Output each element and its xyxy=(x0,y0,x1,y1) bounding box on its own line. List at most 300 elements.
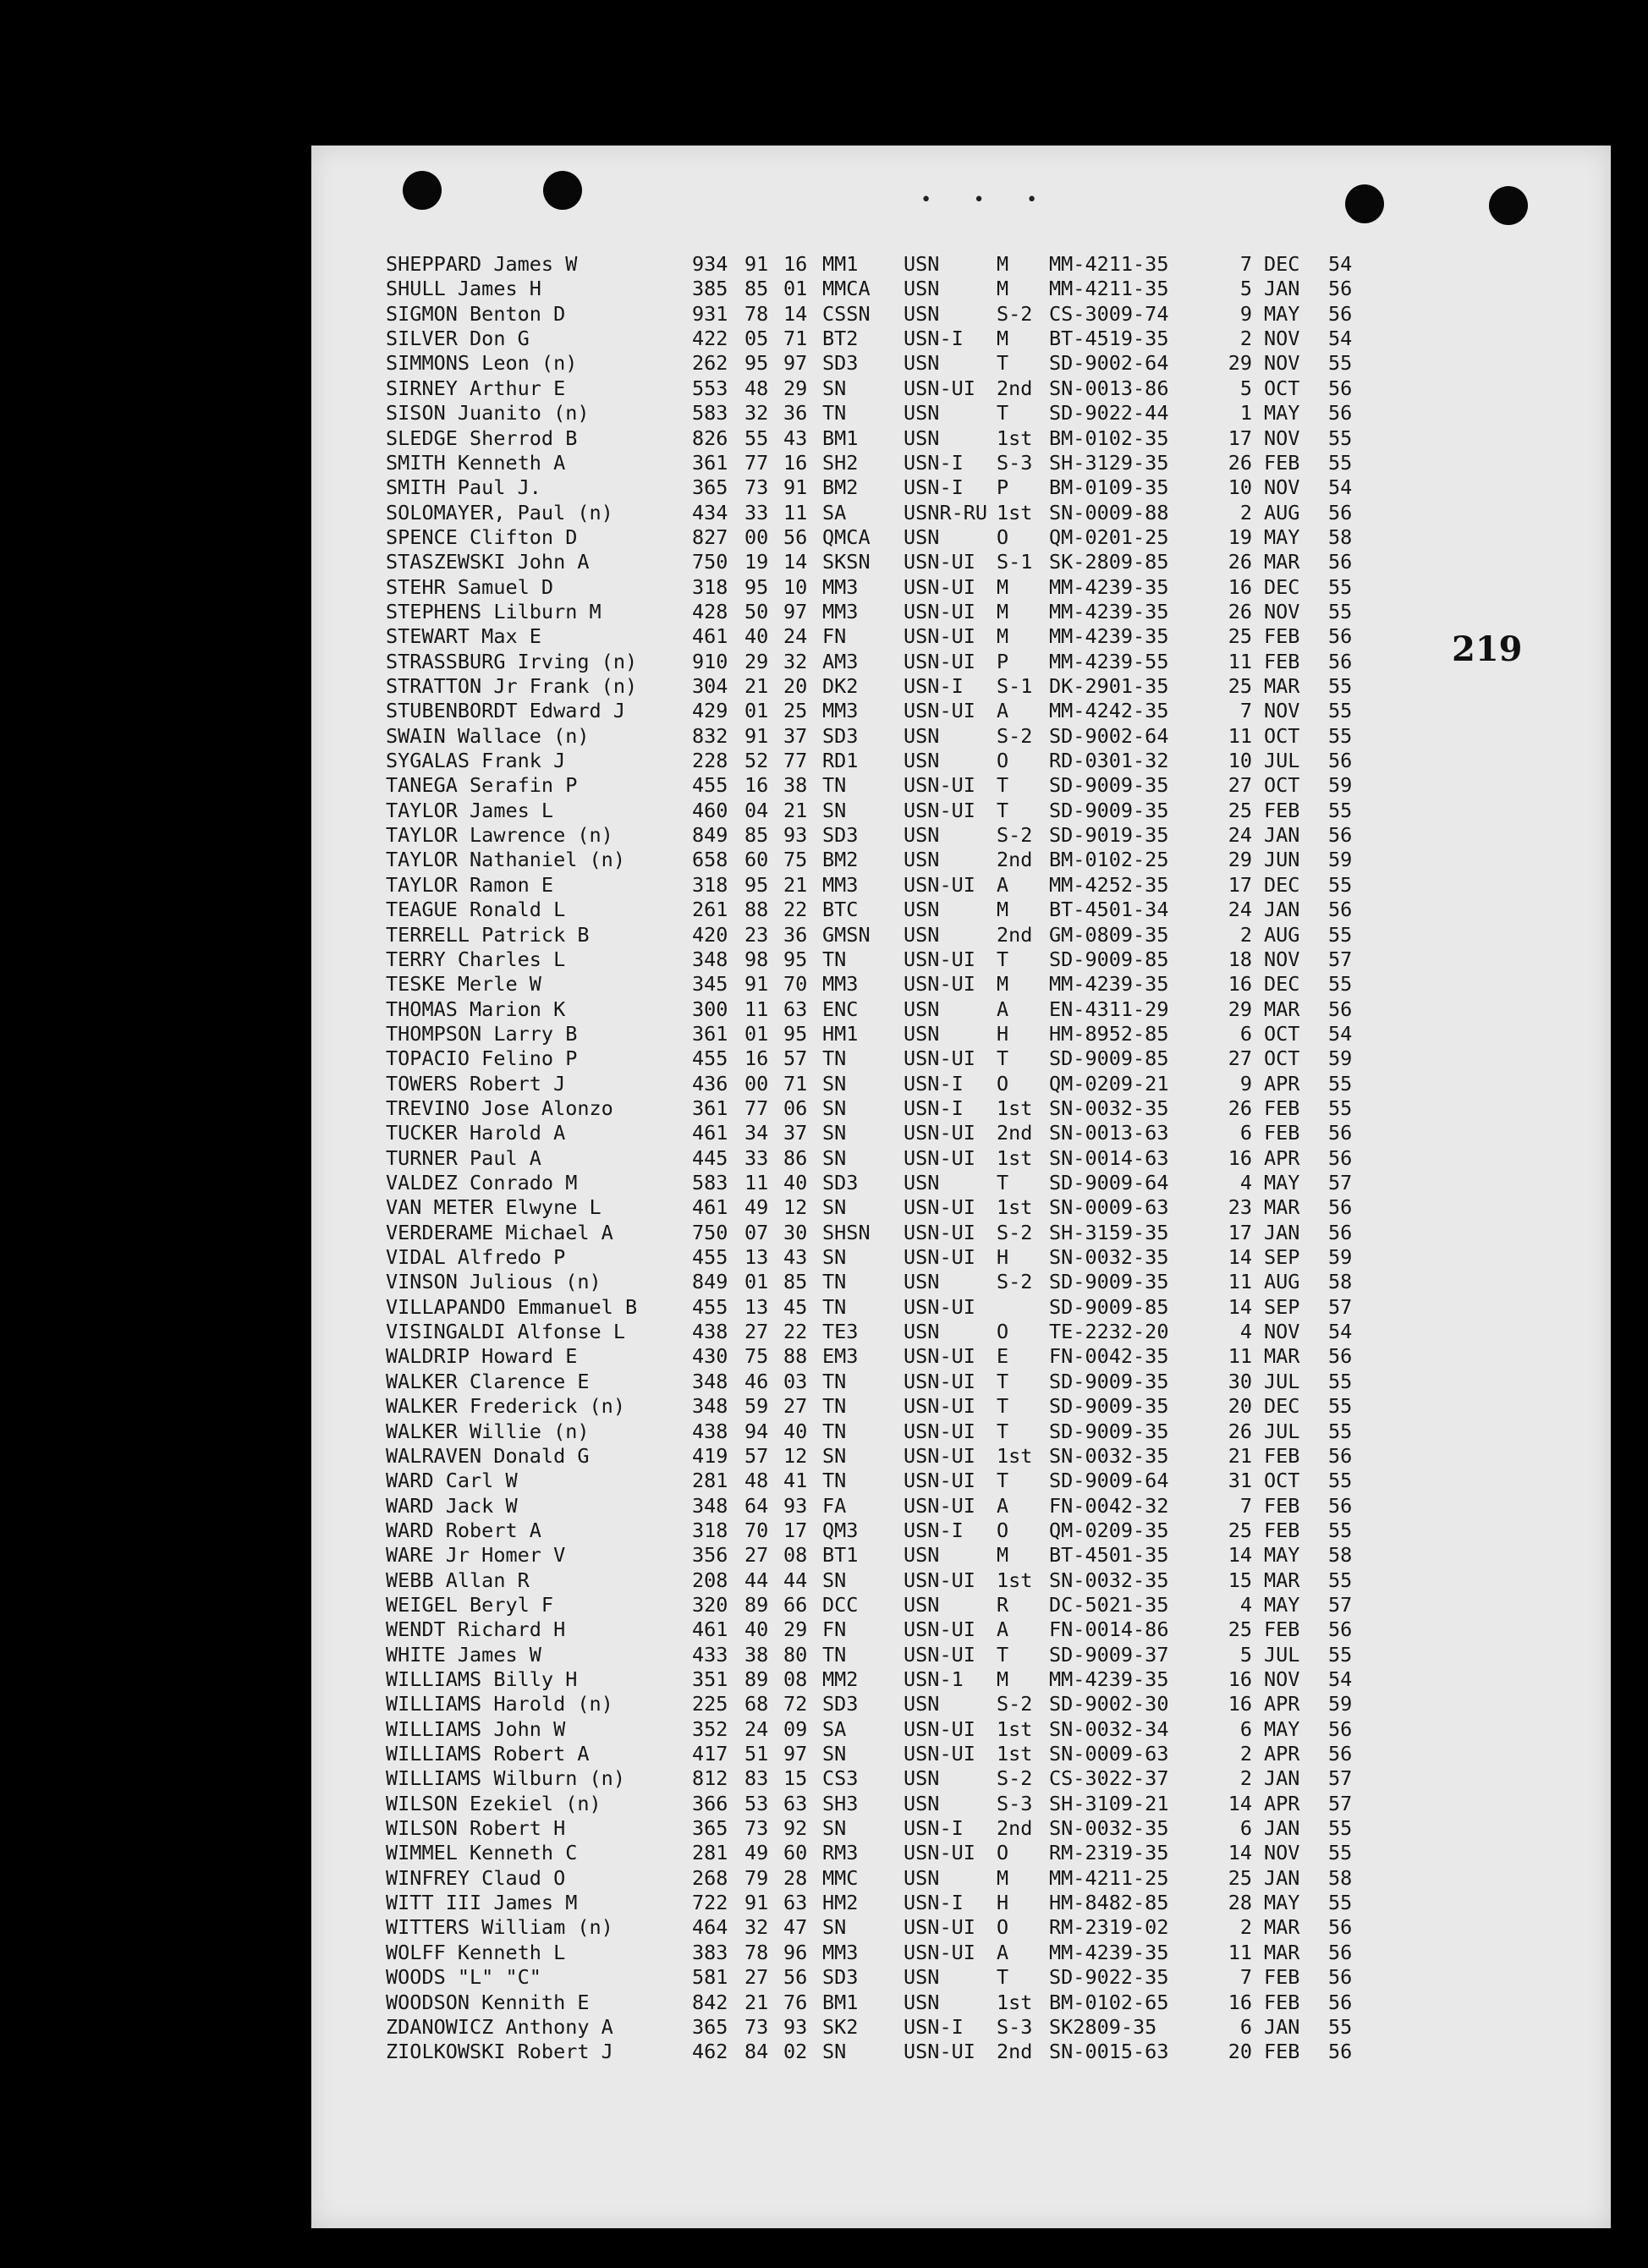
rate: FA xyxy=(822,1493,847,1518)
component: USN-UI xyxy=(904,1443,975,1468)
service-number-part-1: 455 xyxy=(692,1046,728,1071)
component: USN-UI xyxy=(904,649,975,673)
service-number-part-1: 320 xyxy=(692,1592,728,1617)
service-number-part-2: 50 xyxy=(744,599,769,623)
service-number-part-3: 75 xyxy=(783,848,808,872)
component: USN-I xyxy=(904,327,964,351)
component: USN xyxy=(904,1543,940,1568)
rate: SN xyxy=(822,1915,847,1940)
service-number-part-1: 318 xyxy=(692,574,728,599)
sailor-name: WOODSON Kennith E xyxy=(386,1990,590,2014)
rate: MM1 xyxy=(822,252,859,276)
code: 2nd xyxy=(997,1121,1033,1145)
date-month: JUL xyxy=(1264,1419,1300,1443)
nec-code: SN-0009-63 xyxy=(1049,1195,1169,1220)
service-number-part-1: 461 xyxy=(692,1195,728,1220)
sailor-name: TOWERS Robert J xyxy=(386,1071,566,1096)
service-number-part-2: 27 xyxy=(744,1320,769,1343)
date-month: JAN xyxy=(1264,277,1300,301)
date-year: 56 xyxy=(1328,1617,1353,1642)
code: A xyxy=(997,1617,1009,1642)
code: S-3 xyxy=(997,2014,1033,2039)
date-year: 54 xyxy=(1328,1667,1353,1691)
date-month: JUL xyxy=(1264,1642,1300,1667)
component: USN-UI xyxy=(904,1394,975,1419)
sailor-name: TREVINO Jose Alonzo xyxy=(386,1096,613,1120)
code: 1st xyxy=(997,1443,1033,1468)
nec-code: SN-0032-34 xyxy=(1049,1716,1169,1741)
nec-code: SD-9009-37 xyxy=(1049,1642,1169,1667)
service-number-part-2: 11 xyxy=(744,997,769,1021)
sailor-name: TANEGA Serafin P xyxy=(386,773,578,798)
date-month: MAY xyxy=(1264,1543,1300,1568)
date-year: 56 xyxy=(1328,898,1353,922)
nec-code: FN-0042-35 xyxy=(1049,1344,1169,1369)
nec-code: MM-4252-35 xyxy=(1049,872,1169,897)
punch-hole xyxy=(1345,184,1384,223)
code: 1st xyxy=(997,1742,1033,1766)
date-year: 55 xyxy=(1328,1518,1353,1542)
service-number-part-2: 24 xyxy=(744,1716,769,1741)
service-number-part-2: 57 xyxy=(744,1443,769,1468)
rate: RD1 xyxy=(822,749,859,772)
code: T xyxy=(997,351,1009,376)
sailor-name: WALKER Frederick (n) xyxy=(386,1394,625,1419)
date-month: FEB xyxy=(1264,1965,1300,1990)
date-year: 56 xyxy=(1328,277,1353,301)
sailor-name: ZIOLKOWSKI Robert J xyxy=(386,2040,613,2064)
date-month: NOV xyxy=(1264,426,1300,450)
code: M xyxy=(997,972,1009,997)
rate: SD3 xyxy=(822,1692,859,1716)
component: USN-I xyxy=(904,674,964,698)
service-number-part-3: 71 xyxy=(783,1071,808,1096)
component: USN-UI xyxy=(904,1617,975,1642)
nec-code: SD-9019-35 xyxy=(1049,823,1169,848)
service-number-part-1: 438 xyxy=(692,1419,728,1443)
date-year: 55 xyxy=(1328,426,1353,450)
sailor-name: WARE Jr Homer V xyxy=(386,1543,566,1568)
code: T xyxy=(997,1419,1009,1443)
date-month: JAN xyxy=(1264,823,1300,848)
code: M xyxy=(997,252,1009,276)
rate: MM3 xyxy=(822,872,859,897)
date-month: FEB xyxy=(1264,1443,1300,1468)
code: R xyxy=(997,1592,1009,1617)
date-month: AUG xyxy=(1264,1270,1300,1294)
code: T xyxy=(997,1394,1009,1419)
date-year: 54 xyxy=(1328,327,1353,351)
service-number-part-2: 84 xyxy=(744,2040,769,2064)
service-number-part-2: 91 xyxy=(744,1891,769,1915)
service-number-part-2: 85 xyxy=(744,823,769,848)
page-number: 219 xyxy=(1452,629,1523,669)
date-day: 10 xyxy=(1228,475,1252,500)
date-year: 56 xyxy=(1328,301,1353,326)
service-number-part-3: 43 xyxy=(783,426,808,450)
date-day: 18 xyxy=(1228,947,1252,971)
code: T xyxy=(997,773,1009,798)
sailor-name: WINFREY Claud O xyxy=(386,1865,566,1890)
component: USN xyxy=(904,848,940,872)
nec-code: SN-0013-86 xyxy=(1049,376,1169,400)
date-month: NOV xyxy=(1264,475,1300,500)
service-number-part-1: 356 xyxy=(692,1543,728,1568)
nec-code: MM-4211-35 xyxy=(1049,252,1169,276)
nec-code: RM-2319-02 xyxy=(1049,1915,1169,1940)
nec-code: SN-0009-88 xyxy=(1049,500,1169,524)
date-month: DEC xyxy=(1264,252,1300,276)
service-number-part-2: 78 xyxy=(744,1940,769,1964)
service-number-part-2: 70 xyxy=(744,1518,769,1542)
service-number-part-3: 03 xyxy=(783,1369,808,1393)
date-year: 56 xyxy=(1328,1742,1353,1766)
component: USN xyxy=(904,1021,940,1046)
rate: SA xyxy=(822,500,847,524)
code: T xyxy=(997,1642,1009,1667)
service-number-part-1: 225 xyxy=(692,1692,728,1716)
service-number-part-2: 11 xyxy=(744,1171,769,1194)
nec-code: SD-9009-85 xyxy=(1049,947,1169,971)
date-month: FEB xyxy=(1264,450,1300,475)
date-day: 30 xyxy=(1228,1369,1252,1393)
nec-code: EN-4311-29 xyxy=(1049,997,1169,1021)
date-month: JAN xyxy=(1264,2014,1300,2039)
service-number-part-2: 49 xyxy=(744,1841,769,1865)
service-number-part-1: 348 xyxy=(692,1493,728,1518)
nec-code: SD-9009-35 xyxy=(1049,773,1169,798)
service-number-part-3: 72 xyxy=(783,1692,808,1716)
service-number-part-1: 228 xyxy=(692,749,728,772)
service-number-part-2: 89 xyxy=(744,1667,769,1691)
sailor-name: SMITH Paul J. xyxy=(386,475,541,500)
rate: TN xyxy=(822,1369,847,1393)
date-year: 56 xyxy=(1328,749,1353,772)
date-month: FEB xyxy=(1264,1617,1300,1642)
service-number-part-1: 455 xyxy=(692,773,728,798)
date-day: 26 xyxy=(1228,1096,1252,1120)
date-year: 55 xyxy=(1328,1369,1353,1393)
date-year: 58 xyxy=(1328,1543,1353,1568)
service-number-part-3: 97 xyxy=(783,599,808,623)
component: USN-UI xyxy=(904,798,975,822)
service-number-part-3: 24 xyxy=(783,624,808,649)
service-number-part-3: 93 xyxy=(783,2014,808,2039)
service-number-part-3: 76 xyxy=(783,1990,808,2014)
sailor-name: SIRNEY Arthur E xyxy=(386,376,566,400)
code: T xyxy=(997,947,1009,971)
date-month: FEB xyxy=(1264,1990,1300,2014)
service-number-part-2: 73 xyxy=(744,2014,769,2039)
nec-code: BM-0102-65 xyxy=(1049,1990,1169,2014)
service-number-part-2: 78 xyxy=(744,301,769,326)
code: 1st xyxy=(997,1990,1033,2014)
component: USN-I xyxy=(904,1096,964,1120)
date-month: FEB xyxy=(1264,798,1300,822)
rate: BT2 xyxy=(822,327,859,351)
service-number-part-1: 366 xyxy=(692,1791,728,1815)
date-day: 28 xyxy=(1228,1891,1252,1915)
service-number-part-3: 88 xyxy=(783,1344,808,1369)
date-year: 55 xyxy=(1328,1096,1353,1120)
service-number-part-1: 348 xyxy=(692,1394,728,1419)
rate: TN xyxy=(822,1469,847,1493)
service-number-part-1: 419 xyxy=(692,1443,728,1468)
date-month: FEB xyxy=(1264,624,1300,649)
service-number-part-2: 95 xyxy=(744,351,769,376)
date-day: 27 xyxy=(1228,773,1252,798)
service-number-part-3: 21 xyxy=(783,872,808,897)
sailor-name: SHEPPARD James W xyxy=(386,252,578,276)
date-month: OCT xyxy=(1264,1469,1300,1493)
code: O xyxy=(997,1071,1009,1096)
component: USN-UI xyxy=(904,624,975,649)
date-day: 2 xyxy=(1239,327,1252,351)
component: USN xyxy=(904,351,940,376)
nec-code: SN-0013-63 xyxy=(1049,1121,1169,1145)
sailor-name: STASZEWSKI John A xyxy=(386,550,590,574)
nec-code: BM-0109-35 xyxy=(1049,475,1169,500)
date-year: 55 xyxy=(1328,2014,1353,2039)
date-month: FEB xyxy=(1264,1121,1300,1145)
rate: TN xyxy=(822,1294,847,1319)
code: A xyxy=(997,872,1009,897)
date-month: JUL xyxy=(1264,1369,1300,1393)
date-day: 16 xyxy=(1228,1990,1252,2014)
component: USN xyxy=(904,1171,940,1194)
code: S-2 xyxy=(997,301,1033,326)
sailor-name: WARD Robert A xyxy=(386,1518,541,1542)
rate: GMSN xyxy=(822,922,871,947)
code: O xyxy=(997,1915,1009,1940)
rate: QM3 xyxy=(822,1518,859,1542)
service-number-part-3: 40 xyxy=(783,1419,808,1443)
sailor-name: STUBENBORDT Edward J xyxy=(386,699,625,723)
service-number-part-2: 01 xyxy=(744,1021,769,1046)
service-number-part-1: 910 xyxy=(692,649,728,673)
service-number-part-1: 348 xyxy=(692,1369,728,1393)
rate: BM2 xyxy=(822,475,859,500)
component: USN-UI xyxy=(904,550,975,574)
date-day: 17 xyxy=(1228,426,1252,450)
service-number-part-2: 34 xyxy=(744,1121,769,1145)
date-day: 16 xyxy=(1228,574,1252,599)
nec-code: BM-0102-35 xyxy=(1049,426,1169,450)
date-year: 56 xyxy=(1328,649,1353,673)
sailor-name: WEBB Allan R xyxy=(386,1568,530,1592)
date-day: 14 xyxy=(1228,1245,1252,1269)
component: USN-UI xyxy=(904,2040,975,2064)
component: USN xyxy=(904,997,940,1021)
rate: MM3 xyxy=(822,574,859,599)
nec-code: MM-4239-35 xyxy=(1049,1667,1169,1691)
nec-code: RM-2319-35 xyxy=(1049,1841,1169,1865)
rate: SH3 xyxy=(822,1791,859,1815)
nec-code: SN-0032-35 xyxy=(1049,1245,1169,1269)
service-number-part-3: 92 xyxy=(783,1816,808,1841)
service-number-part-1: 436 xyxy=(692,1071,728,1096)
component: USN xyxy=(904,301,940,326)
date-day: 1 xyxy=(1239,401,1252,426)
date-year: 57 xyxy=(1328,1766,1353,1791)
code: 1st xyxy=(997,1716,1033,1741)
service-number-part-2: 51 xyxy=(744,1742,769,1766)
nec-code: SN-0009-63 xyxy=(1049,1742,1169,1766)
date-month: NOV xyxy=(1264,947,1300,971)
date-month: NOV xyxy=(1264,599,1300,623)
date-year: 56 xyxy=(1328,1344,1353,1369)
service-number-part-1: 345 xyxy=(692,972,728,997)
date-year: 56 xyxy=(1328,2040,1353,2064)
date-year: 59 xyxy=(1328,773,1353,798)
service-number-part-3: 36 xyxy=(783,922,808,947)
sailor-name: TERRY Charles L xyxy=(386,947,566,971)
component: USN-I xyxy=(904,475,964,500)
service-number-part-2: 19 xyxy=(744,550,769,574)
date-year: 55 xyxy=(1328,674,1353,698)
code: M xyxy=(997,574,1009,599)
sailor-name: WOODS "L" "C" xyxy=(386,1965,541,1990)
service-number-part-3: 08 xyxy=(783,1667,808,1691)
date-month: MAR xyxy=(1264,1568,1300,1592)
date-year: 56 xyxy=(1328,1990,1353,2014)
header-marks: • • • xyxy=(920,189,1053,211)
code: H xyxy=(997,1021,1009,1046)
rate: EM3 xyxy=(822,1344,859,1369)
service-number-part-2: 40 xyxy=(744,1617,769,1642)
service-number-part-2: 89 xyxy=(744,1592,769,1617)
date-year: 58 xyxy=(1328,524,1353,549)
component: USN xyxy=(904,1791,940,1815)
date-month: FEB xyxy=(1264,649,1300,673)
date-year: 55 xyxy=(1328,351,1353,376)
service-number-part-3: 32 xyxy=(783,649,808,673)
nec-code: MM-4239-55 xyxy=(1049,649,1169,673)
service-number-part-2: 48 xyxy=(744,376,769,400)
service-number-part-2: 91 xyxy=(744,723,769,748)
component: USN-UI xyxy=(904,1046,975,1071)
service-number-part-2: 75 xyxy=(744,1344,769,1369)
code: A xyxy=(997,1940,1009,1964)
date-month: MAR xyxy=(1264,674,1300,698)
sailor-name: TUCKER Harold A xyxy=(386,1121,566,1145)
sailor-name: SPENCE Clifton D xyxy=(386,524,578,549)
nec-code: MM-4239-35 xyxy=(1049,1940,1169,1964)
service-number-part-3: 17 xyxy=(783,1518,808,1542)
code: T xyxy=(997,798,1009,822)
date-day: 4 xyxy=(1239,1592,1252,1617)
date-year: 55 xyxy=(1328,574,1353,599)
date-month: JUL xyxy=(1264,749,1300,772)
date-day: 15 xyxy=(1228,1568,1252,1592)
date-day: 4 xyxy=(1239,1171,1252,1194)
service-number-part-1: 385 xyxy=(692,277,728,301)
service-number-part-3: 43 xyxy=(783,1245,808,1269)
rate: HM1 xyxy=(822,1021,859,1046)
service-number-part-1: 445 xyxy=(692,1145,728,1170)
nec-code: SN-0015-63 xyxy=(1049,2040,1169,2064)
date-day: 16 xyxy=(1228,1692,1252,1716)
nec-code: HM-8952-85 xyxy=(1049,1021,1169,1046)
rate: CS3 xyxy=(822,1766,859,1791)
rate: SH2 xyxy=(822,450,859,475)
service-number-part-3: 80 xyxy=(783,1642,808,1667)
nec-code: SN-0032-35 xyxy=(1049,1568,1169,1592)
date-year: 56 xyxy=(1328,550,1353,574)
date-year: 56 xyxy=(1328,1940,1353,1964)
service-number-part-3: 12 xyxy=(783,1443,808,1468)
service-number-part-1: 318 xyxy=(692,872,728,897)
date-day: 24 xyxy=(1228,823,1252,848)
component: USN-UI xyxy=(904,599,975,623)
code: P xyxy=(997,475,1009,500)
component: USN-UI xyxy=(904,1294,975,1319)
rate: MM3 xyxy=(822,1940,859,1964)
sailor-name: VILLAPANDO Emmanuel B xyxy=(386,1294,638,1319)
date-day: 10 xyxy=(1228,749,1252,772)
service-number-part-2: 91 xyxy=(744,972,769,997)
service-number-part-3: 91 xyxy=(783,475,808,500)
date-year: 55 xyxy=(1328,1394,1353,1419)
component: USN-UI xyxy=(904,1195,975,1220)
component: USN-UI xyxy=(904,1841,975,1865)
sailor-name: WHITE James W xyxy=(386,1642,541,1667)
nec-code: DC-5021-35 xyxy=(1049,1592,1169,1617)
rate: DCC xyxy=(822,1592,859,1617)
nec-code: SN-0032-35 xyxy=(1049,1096,1169,1120)
component: USN xyxy=(904,277,940,301)
date-year: 56 xyxy=(1328,1493,1353,1518)
service-number-part-1: 420 xyxy=(692,922,728,947)
sailor-name: WALKER Clarence E xyxy=(386,1369,590,1393)
date-year: 56 xyxy=(1328,1220,1353,1244)
rate: FN xyxy=(822,1617,847,1642)
code: S-2 xyxy=(997,1220,1033,1244)
service-number-part-3: 11 xyxy=(783,500,808,524)
service-number-part-1: 455 xyxy=(692,1294,728,1319)
rate: MM2 xyxy=(822,1667,859,1691)
sailor-name: WOLFF Kenneth L xyxy=(386,1940,566,1964)
service-number-part-1: 361 xyxy=(692,450,728,475)
rate: SN xyxy=(822,1071,847,1096)
service-number-part-2: 01 xyxy=(744,699,769,723)
date-day: 16 xyxy=(1228,1667,1252,1691)
punch-hole xyxy=(403,171,442,210)
date-day: 5 xyxy=(1239,376,1252,400)
date-year: 56 xyxy=(1328,1443,1353,1468)
sailor-name: STRASSBURG Irving (n) xyxy=(386,649,638,673)
date-day: 16 xyxy=(1228,972,1252,997)
date-day: 2 xyxy=(1239,1915,1252,1940)
date-month: FEB xyxy=(1264,1096,1300,1120)
rate: SN xyxy=(822,1443,847,1468)
service-number-part-2: 23 xyxy=(744,922,769,947)
date-year: 55 xyxy=(1328,1816,1353,1841)
date-day: 26 xyxy=(1228,599,1252,623)
nec-code: SD-9022-35 xyxy=(1049,1965,1169,1990)
nec-code: MM-4242-35 xyxy=(1049,699,1169,723)
service-number-part-2: 27 xyxy=(744,1965,769,1990)
rate: SN xyxy=(822,1195,847,1220)
date-day: 9 xyxy=(1239,301,1252,326)
service-number-part-1: 365 xyxy=(692,475,728,500)
date-day: 14 xyxy=(1228,1841,1252,1865)
date-day: 7 xyxy=(1239,1965,1252,1990)
service-number-part-2: 46 xyxy=(744,1369,769,1393)
date-year: 56 xyxy=(1328,1915,1353,1940)
punch-hole xyxy=(1489,186,1528,225)
nec-code: HM-8482-85 xyxy=(1049,1891,1169,1915)
